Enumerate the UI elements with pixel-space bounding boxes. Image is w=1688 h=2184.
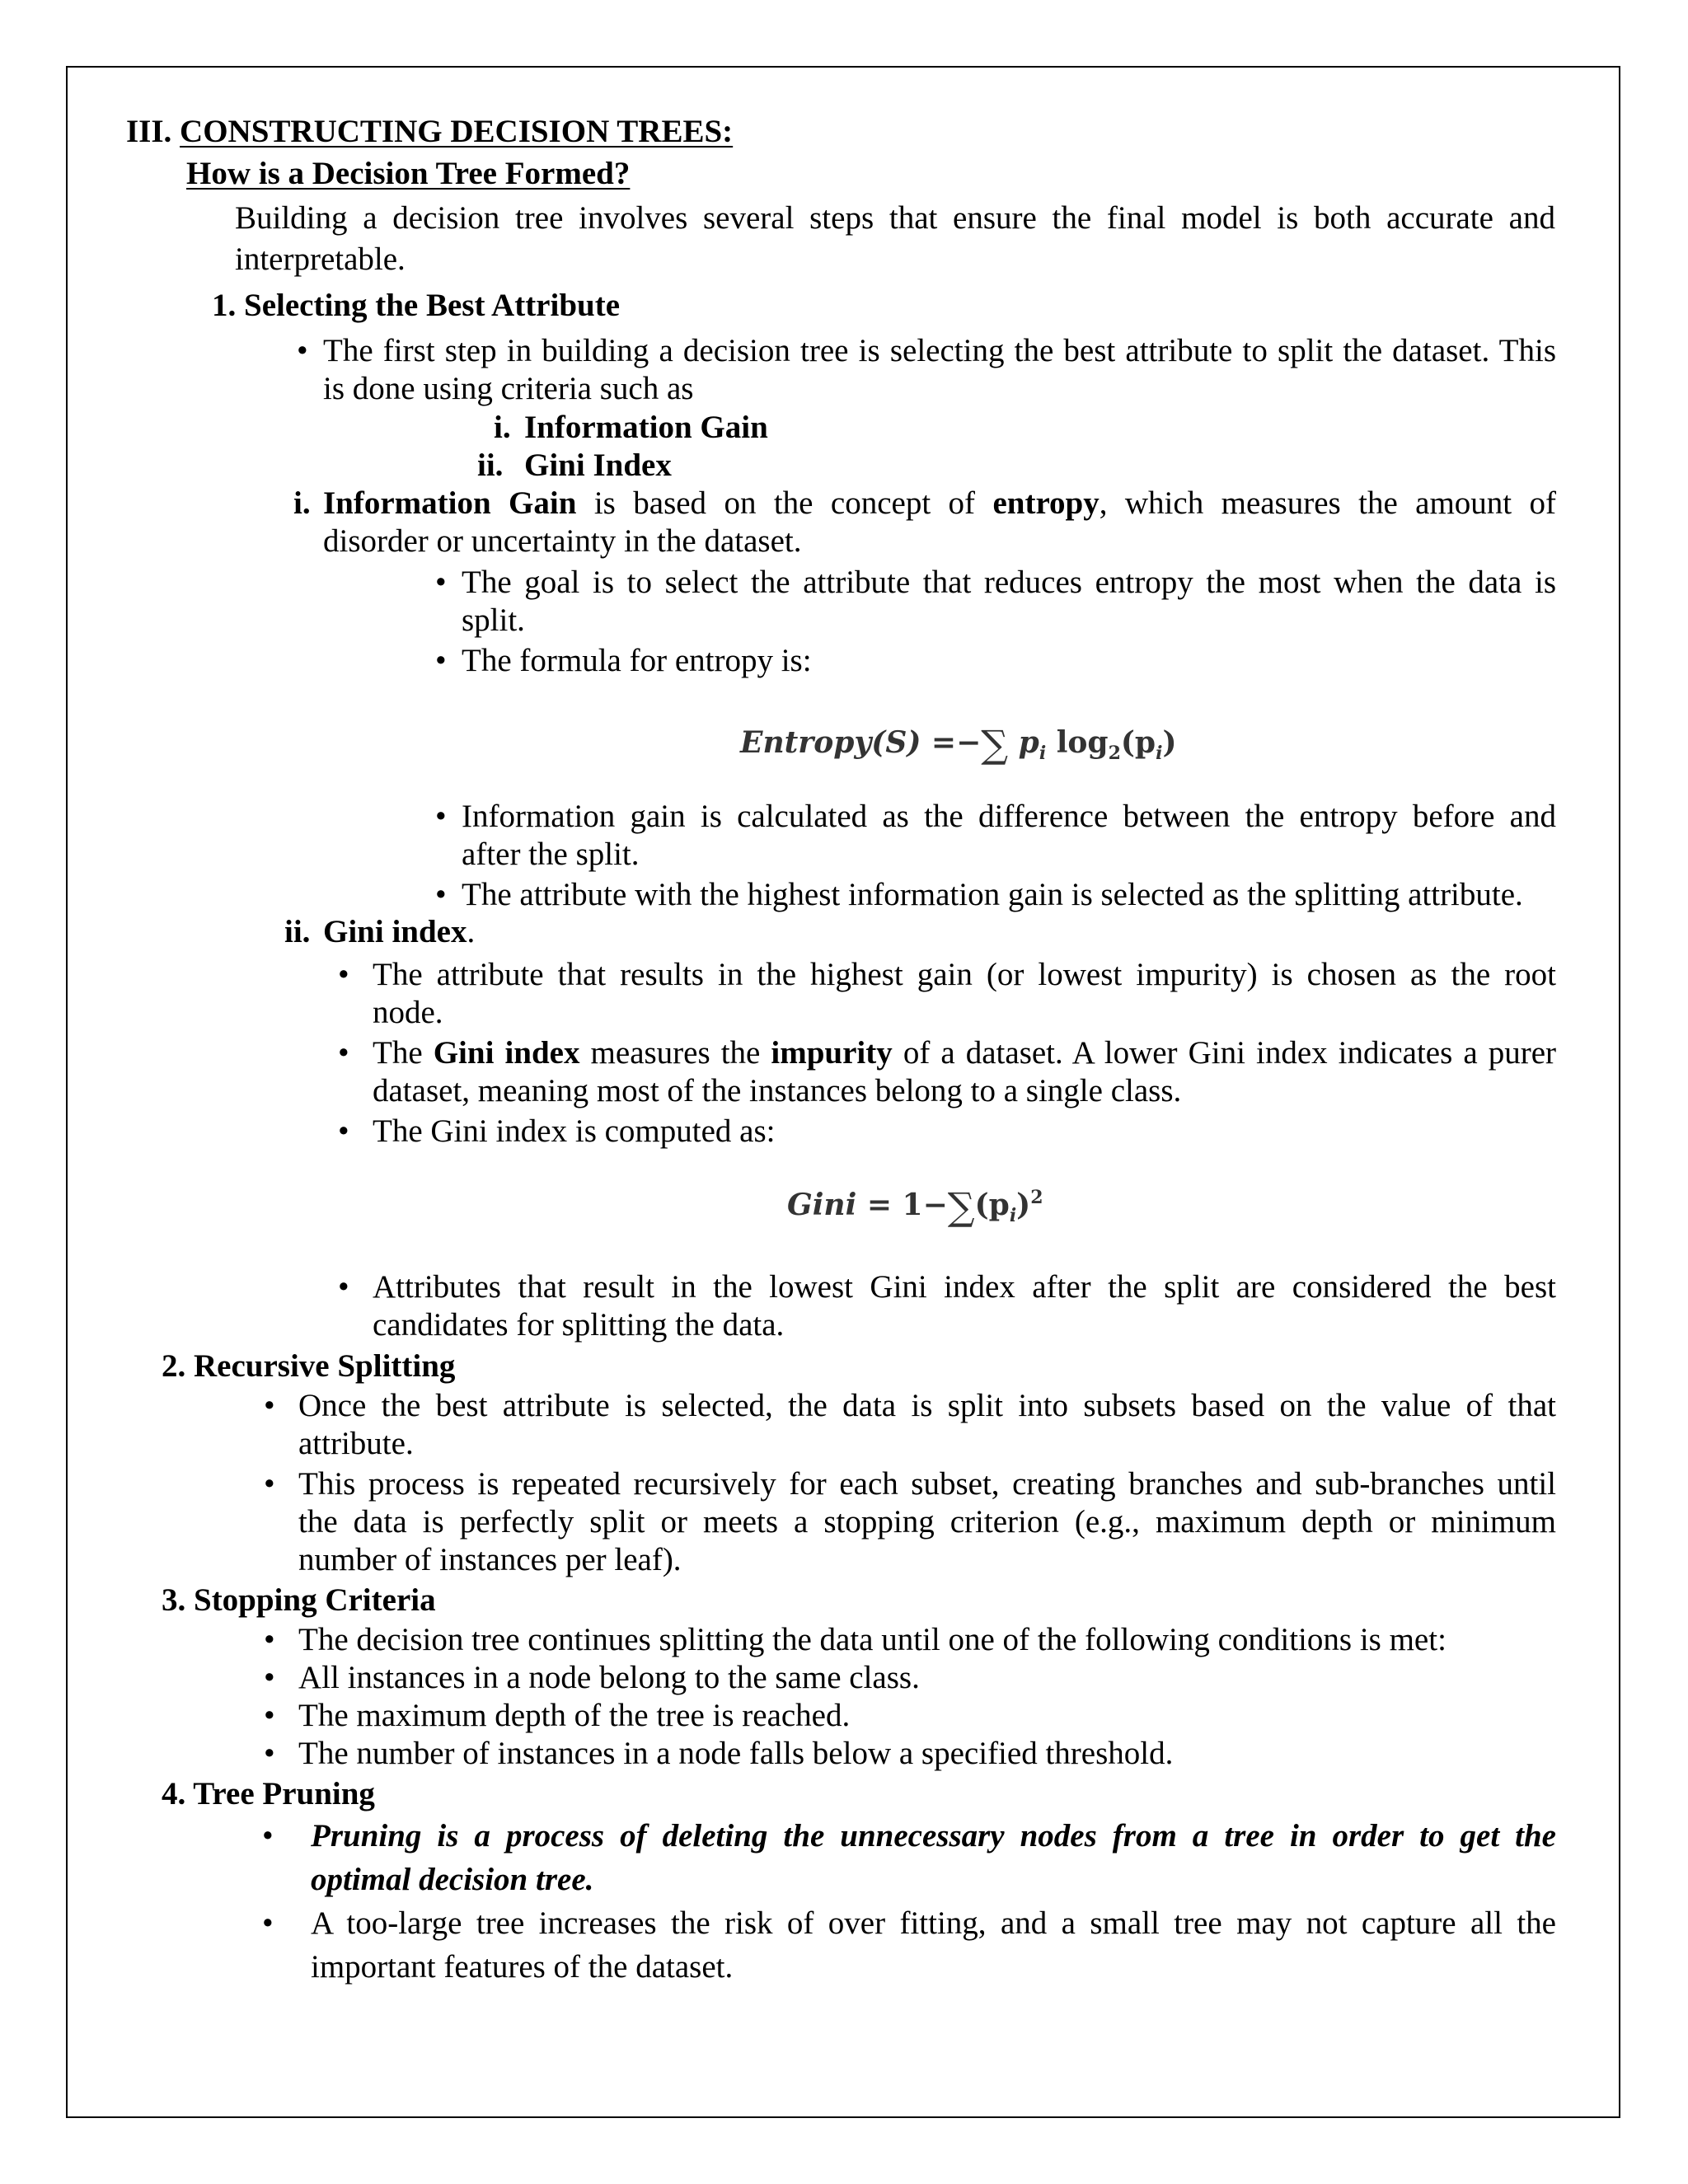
- entropy-formula: [740, 722, 1177, 774]
- gini-formula-arg: (p: [974, 1188, 1010, 1222]
- step2-bullet2-line-1: This process is repeated recursively for each subset, creating branches and sub-branches until: [298, 1466, 1556, 1502]
- gini-bullet1-line-1: The attribute that results in the highest gain (or lowest impurity) is chosen as the root: [373, 957, 1556, 992]
- gini-bullet4-line-1: Attributes that result in the lowest Gini index after the split are considered the best: [373, 1269, 1556, 1305]
- step1-heading: 1. Selecting the Best Attribute: [212, 288, 621, 323]
- bullet-dot: •: [264, 1660, 275, 1695]
- bullet-dot: •: [264, 1736, 275, 1771]
- gini-b2-c: of a dataset. A lower Gini index indicates a purer: [903, 1035, 1556, 1071]
- ig-term: Information Gain: [323, 485, 577, 521]
- gini-bullet1-line-2: node.: [373, 995, 443, 1030]
- gini-heading: [323, 913, 475, 951]
- formula-close: ): [1162, 725, 1177, 760]
- ig-bullet3-line-1: Information gain is calculated as the difference between the entropy before and: [462, 799, 1556, 834]
- ig-bullet1-line-2: split.: [462, 602, 525, 638]
- bullet-dot: •: [264, 1388, 275, 1423]
- section-subtitle: How is a Decision Tree Formed?: [186, 156, 631, 191]
- gini-formula-eq: = 1−: [866, 1188, 948, 1222]
- ig-bullet1-line-1: The goal is to select the attribute that reduces entropy the most when the data is: [462, 565, 1556, 600]
- ig-line-1: [323, 485, 1556, 523]
- bullet-dot: •: [338, 1113, 349, 1149]
- formula-eq: =−: [931, 725, 982, 760]
- step4-bullet1-line-1: Pruning is a process of deleting the unnecessary nodes from a tree in order to get the: [311, 1818, 1556, 1854]
- bullet-dot: •: [338, 1269, 349, 1305]
- ig-bullet3-line-2: after the split.: [462, 837, 640, 872]
- step3-bullet-1: The decision tree continues splitting the data until one of the following conditions is met:: [298, 1622, 1447, 1657]
- intro-line-2: interpretable.: [235, 241, 406, 277]
- bullet-dot: •: [264, 1466, 275, 1502]
- criteria-information-gain: Information Gain: [524, 410, 768, 445]
- gini-formula-sub-i: i: [1009, 1205, 1017, 1226]
- step1-bullet-line-1: The first step in building a decision tree is selecting the best attribute to split the dataset. This: [323, 333, 1556, 368]
- gini-bullet3: The Gini index is computed as:: [373, 1113, 776, 1149]
- ig-line-2: disorder or uncertainty in the dataset.: [323, 523, 802, 559]
- gini-bullet4-line-2: candidates for splitting the data.: [373, 1307, 785, 1343]
- step2-bullet1-line-2: attribute.: [298, 1426, 414, 1461]
- ig-bullet2: The formula for entropy is:: [462, 643, 812, 678]
- section-heading: [126, 113, 733, 151]
- formula-sub-i: i: [1039, 743, 1047, 764]
- step2-bullet1-line-1: Once the best attribute is selected, the data is split into subsets based on the value of that: [298, 1388, 1556, 1423]
- bullet-dot: •: [435, 643, 447, 678]
- step2-heading: 2. Recursive Splitting: [162, 1348, 456, 1384]
- gini-formula-lhs: Gini: [787, 1188, 857, 1222]
- step4-bullet2-line-2: important features of the dataset.: [311, 1949, 734, 1985]
- intro-line-1: Building a decision tree involves several steps that ensure the final model is both accurate and: [235, 200, 1555, 236]
- bullet-dot: •: [264, 1622, 275, 1657]
- gini-b2-b: measures the: [590, 1035, 761, 1071]
- criteria-num-2: ii.: [477, 448, 504, 483]
- gini-num: ii.: [284, 914, 311, 949]
- gini-b2-impurity: impurity: [771, 1035, 893, 1071]
- bullet-dot: •: [435, 877, 447, 912]
- sigma-symbol: ∑: [947, 1184, 975, 1229]
- bullet-dot: •: [338, 957, 349, 992]
- step4-heading: 4. Tree Pruning: [162, 1776, 375, 1811]
- ig-text-b: , which measures the amount of: [1099, 485, 1557, 521]
- gini-formula: [787, 1177, 1043, 1236]
- section-title: CONSTRUCTING DECISION TREES:: [180, 114, 734, 149]
- step3-bullet-2: All instances in a node belong to the same class.: [298, 1660, 920, 1695]
- gini-bullet2-line-2: dataset, meaning most of the instances belong to a single class.: [373, 1073, 1182, 1108]
- gini-b2-a: The: [373, 1035, 423, 1071]
- bullet-dot: •: [297, 333, 308, 368]
- formula-log: log: [1056, 725, 1109, 760]
- step4-bullet2-line-1: A too-large tree increases the risk of over fitting, and a small tree may not capture all the: [311, 1905, 1556, 1941]
- gini-bullet2-line-1: [373, 1034, 1556, 1072]
- sigma-symbol: ∑: [981, 722, 1009, 766]
- bullet-dot: •: [435, 565, 447, 600]
- bullet-dot: •: [435, 799, 447, 834]
- bullet-dot: •: [262, 1905, 274, 1941]
- gini-formula-exp: 2: [1030, 1187, 1043, 1208]
- formula-p: p: [1018, 725, 1039, 760]
- formula-arg-sub-i: i: [1156, 743, 1163, 764]
- formula-lhs: Entropy(S): [740, 725, 921, 760]
- step3-bullet-4: The number of instances in a node falls below a specified threshold.: [298, 1736, 1174, 1771]
- step2-bullet2-line-3: number of instances per leaf).: [298, 1542, 682, 1577]
- formula-log-base: 2: [1108, 743, 1121, 764]
- bullet-dot: •: [338, 1035, 349, 1071]
- step3-bullet-3: The maximum depth of the tree is reached.: [298, 1698, 851, 1733]
- ig-text-a: is based on the concept of: [593, 485, 976, 521]
- section-numeral: III.: [126, 114, 172, 149]
- step4-bullet1-line-2: optimal decision tree.: [311, 1862, 594, 1897]
- ig-entropy-term: entropy: [992, 485, 1100, 521]
- step2-bullet2-line-2: the data is perfectly split or meets a stopping criterion (e.g., maximum depth or minimum: [298, 1504, 1556, 1540]
- gini-formula-close: ): [1016, 1188, 1031, 1222]
- bullet-dot: •: [262, 1818, 274, 1854]
- bullet-dot: •: [264, 1698, 275, 1733]
- criteria-num-1: i.: [494, 410, 511, 445]
- formula-arg: (p: [1120, 725, 1156, 760]
- step1-bullet-line-2: is done using criteria such as: [323, 371, 694, 406]
- ig-num: i.: [293, 485, 311, 521]
- criteria-gini-index: Gini Index: [524, 448, 672, 483]
- step3-heading: 3. Stopping Criteria: [162, 1582, 436, 1618]
- gini-b2-term: Gini index: [433, 1035, 580, 1071]
- ig-bullet4: The attribute with the highest information gain is selected as the splitting attribute.: [462, 877, 1523, 912]
- gini-term: Gini index: [323, 914, 467, 949]
- gini-period: .: [467, 914, 476, 949]
